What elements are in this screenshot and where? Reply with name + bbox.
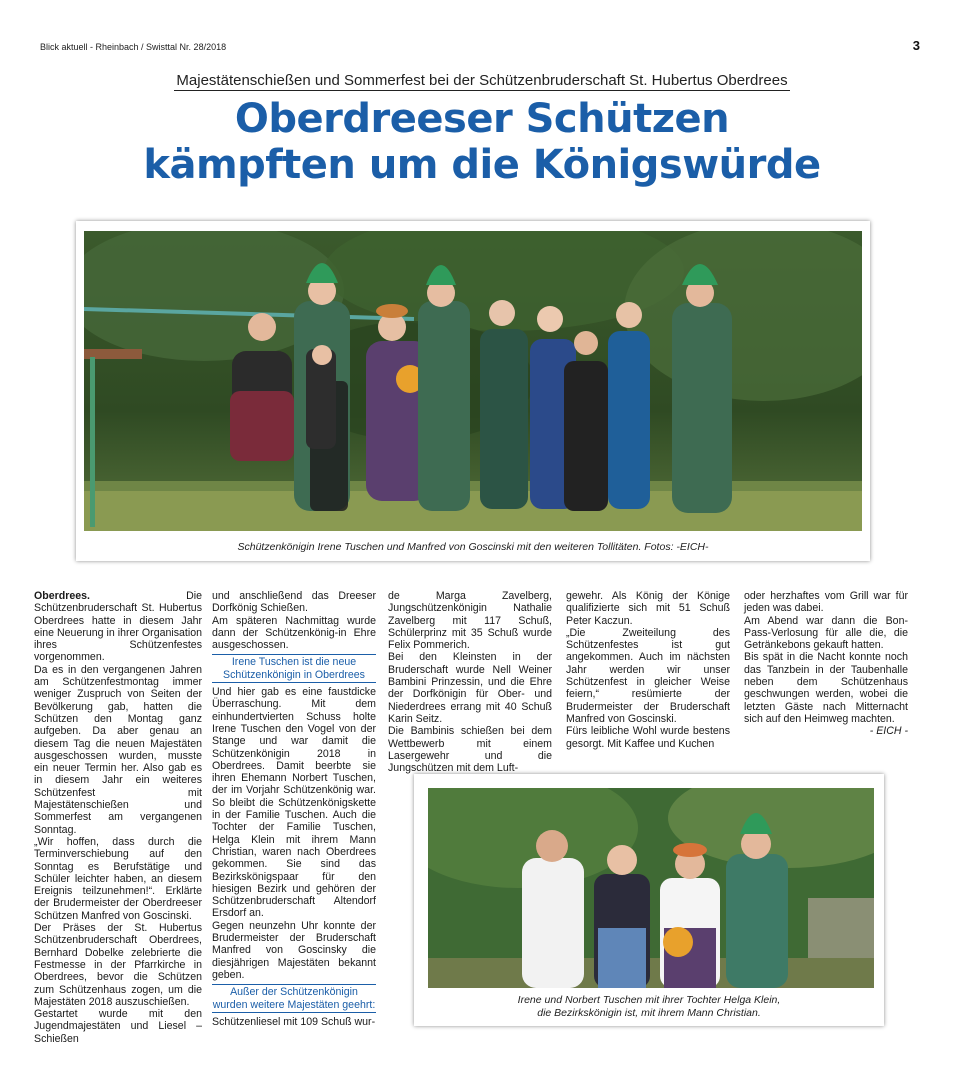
- page-header: [40, 40, 920, 56]
- col5-paragraph-3: Bis spät in die Nacht konnte noch das Tanzbein in der Taubenhalle neben dem Schützenhaus geschwungen werden, wobei die letzten Gäste nach Mitternacht sich auf den Heimweg machten.: [744, 651, 908, 725]
- dateline: Oberdrees.: [34, 590, 90, 602]
- group-photo: [84, 231, 862, 531]
- text-column-1: [34, 590, 202, 1045]
- col3-paragraph-1: de Marga Zavelberg, Jungschützenkönigin Nathalie Zavelberg mit 117 Schuß, Schülerprinz mit 35 Schuß wurde Felix Pommerich.: [388, 590, 552, 652]
- col4-paragraph-3: Fürs leibliche Wohl wurde bestens gesorgt. Mit Kaffee und Kuchen: [566, 725, 730, 750]
- family-photo-caption: [414, 994, 884, 1020]
- family-photo: [428, 788, 874, 988]
- text-column-5: [744, 590, 908, 738]
- article-headline: [0, 96, 964, 188]
- col1-paragraph-4: Der Präses der St. Hubertus Schützenbruderschaft Oberdrees, Bernhard Dobelke zelebrierte die Festmesse in der Pfarrkirche in Oberdrees, bevor die Schützen zum Schützenhaus zogen, um die Majestäten 2018 auszuschießen.: [34, 922, 202, 1008]
- col5-paragraph-1: oder herzhaftes vom Grill war für jeden was dabei.: [744, 590, 908, 615]
- col1-paragraph-1: [34, 590, 202, 664]
- col2-paragraph-3: Und hier gab es eine faustdicke Überraschung. Mit dem einhundertvierten Schuss holte Irene Tuschen den Vogel von der Stange und war damit die Schützenkönigin 2018 in Oberdrees. Damit beerbte sie ihren Ehemann Norbert Tuschen, der im Vorjahr Schützenkönig war. So bleibt die Schützenkönigskette in der Familie Tuschen. Auch die Tochter der Familie Tuschen, Helga Klein mit ihrem Mann Christian, waren nach Oberdrees gekommen. Sie sind das Bezirkskönigspaar für den hiesigen Bezirk und gehören der Schützenbruderschaft Altendorf Ersdorf an.: [212, 686, 376, 920]
- group-photo-caption: Schützenkönigin Irene Tuschen und Manfred von Goscinski mit den weiteren Tollitäten. Fotos: -EICH-: [237, 541, 709, 553]
- text-column-2: [212, 590, 376, 1028]
- headline-line-1: Oberdreeser Schützen: [234, 96, 730, 142]
- col1-intro: Die Schützenbruderschaft St. Hubertus Oberdrees hatte in diesem Jahr eine Neuerung in ihrer Organisation ihres Schützenfestes vorgenommen.: [34, 590, 202, 664]
- kicker-text: Majestätenschießen und Sommerfest bei der Schützenbruderschaft St. Hubertus Oberdrees: [176, 72, 788, 89]
- family-caption-line-1: Irene und Norbert Tuschen mit ihrer Tochter Helga Klein,: [517, 994, 781, 1006]
- author-signature: - EICH -: [869, 725, 908, 738]
- col2-paragraph-2: Am späteren Nachmittag wurde dann der Schützenkönig-in Ehre ausgeschossen.: [212, 614, 376, 652]
- family-photo-frame: [414, 774, 884, 1026]
- col2-paragraph-5: Schützenliesel mit 109 Schuß wur-: [212, 1015, 376, 1028]
- text-column-3: [388, 590, 552, 774]
- col4-paragraph-1: gewehr. Als König der Könige qualifizierte sich mit 51 Schuß Peter Kaczun.: [566, 590, 730, 627]
- col4-paragraph-2: „Die Zweiteilung des Schützenfestes ist gut angekommen. Auch im nächsten Jahr werden wir unser Schützenfest in gleicher Weise feiern,“ resümierte der Brudermeister der Bruderschaft Manfred von Goscinski.: [566, 626, 730, 725]
- col3-paragraph-3: Die Bambinis schießen bei dem Wettbewerb mit einem Lasergewehr und die Jungschützen mit dem Luft-: [388, 725, 552, 775]
- col1-paragraph-2: Da es in den vergangenen Jahren am Schützenfestmontag immer weniger Zuspruch von Seiten der Bevölkerung gab, hatten die Schützen den Montag ganz aufgeben. Da aber genau an diesem Tag die neuen Majestäten ausgeschossen wurden, musste ein neuer Termin her. Also gab es in diesem Jahr ein weiteres Schützenfest mit Majestätenschießen und Sommerfest am vergangenen Sonntag.: [34, 663, 202, 836]
- col2-paragraph-4: Gegen neunzehn Uhr konnte der Brudermeister der Bruderschaft Manfred von Goscinsky die diesjährigen Majestäten bekannt geben.: [212, 919, 376, 981]
- text-column-4: [566, 590, 730, 750]
- col1-paragraph-3: „Wir hoffen, dass durch die Terminverschiebung auf den Sonntag es Berufstätige und Schüler leichter haben, an diesem Ereignis teilzunehmen!“. Erklärte der Brudermeister der Oberdreeser Schützen Manfred von Goscinski.: [34, 835, 202, 922]
- col5-paragraph-2: Am Abend war dann die Bon-Pass-Verlosung für alle die, die Getränkebons gekauft hatten.: [744, 614, 908, 652]
- group-photo-frame: [76, 221, 870, 561]
- publication-line: Blick aktuell - Rheinbach / Swisttal Nr. 28/2018: [40, 42, 227, 52]
- headline-line-2: kämpften um die Königswürde: [143, 142, 821, 188]
- family-caption-line-2: die Bezirkskönigin ist, mit ihrem Mann Christian.: [537, 1007, 761, 1019]
- article-kicker: [0, 72, 964, 89]
- col3-paragraph-2: Bei den Kleinsten in der Bruderschaft wurde Nell Weiner Bambini Prinzessin, und die Ehre der Dorfkönigin für Ober- und Niederdrees errang mit 40 Schuß Karin Seitz.: [388, 651, 552, 725]
- subhead-majesties: Außer der Schützenkönigin wurden weitere Majestäten geehrt:: [212, 984, 376, 1013]
- page-number: 3: [912, 38, 920, 53]
- col1-paragraph-5: Gestartet wurde mit den Jugendmajestäten und Liesel –Schießen: [34, 1008, 202, 1045]
- col2-paragraph-1: und anschließend das Dreeser Dorfkönig Schießen.: [212, 590, 376, 615]
- subhead-new-queen: Irene Tuschen ist die neue Schützenkönigin in Oberdrees: [212, 654, 376, 683]
